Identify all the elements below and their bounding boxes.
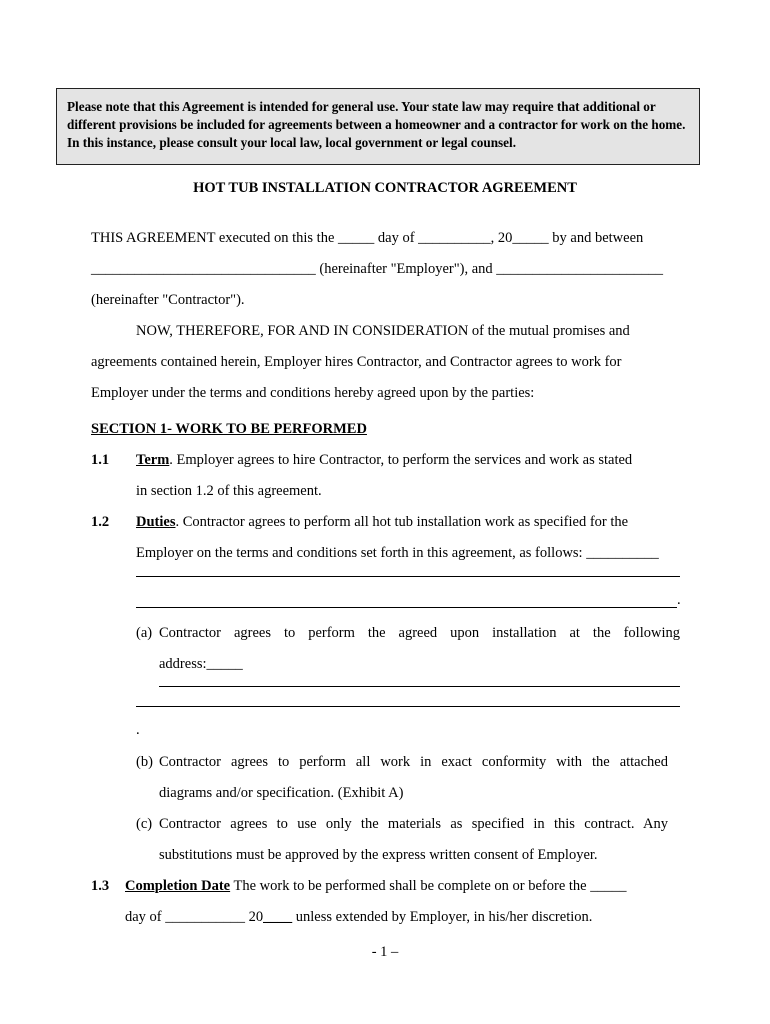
section-1-3-number: 1.3 bbox=[91, 878, 110, 894]
section-1-3-line-1 bbox=[125, 878, 626, 895]
completion-date-post: unless extended by Employer, in his/her discretion. bbox=[292, 909, 593, 925]
section-1-2-line-2: Employer on the terms and conditions set forth in this agreement, as follows: __________ bbox=[136, 545, 659, 561]
item-b-marker: (b) bbox=[136, 754, 153, 770]
document-title: HOT TUB INSTALLATION CONTRACTOR AGREEMENT bbox=[193, 180, 577, 196]
address-blank-line-1 bbox=[159, 686, 680, 687]
completion-date-label: Completion Date bbox=[125, 878, 231, 894]
intro-line-3: (hereinafter "Contractor"). bbox=[91, 292, 245, 308]
intro-line-1: THIS AGREEMENT executed on this the _____ day of __________, 20_____ by and between bbox=[91, 230, 644, 246]
duties-blank-line-2 bbox=[136, 607, 677, 608]
completion-year-blank: ____ bbox=[263, 909, 293, 925]
consideration-line-1: NOW, THEREFORE, FOR AND IN CONSIDERATION of the mutual promises and bbox=[136, 323, 630, 339]
term-label: Term bbox=[136, 452, 170, 468]
item-a-marker: (a) bbox=[136, 625, 153, 641]
consideration-line-3: Employer under the terms and conditions hereby agreed upon by the parties: bbox=[91, 385, 535, 401]
section-1-1-line-1 bbox=[136, 452, 632, 469]
item-c-marker: (c) bbox=[136, 816, 153, 832]
section-1-2-line-1 bbox=[136, 514, 628, 531]
item-b-line-1: Contractor agrees to perform all work in exact conformity with the attached bbox=[159, 754, 668, 770]
item-b-line-2: diagrams and/or specification. (Exhibit A) bbox=[159, 785, 404, 801]
item-c-line-2: substitutions must be approved by the express written consent of Employer. bbox=[159, 847, 598, 863]
item-a-line-2: address:_____ bbox=[159, 656, 243, 672]
completion-date-text: The work to be performed shall be complete on or before the _____ bbox=[230, 878, 627, 894]
term-text: . Employer agrees to hire Contractor, to perform the services and work as stated bbox=[169, 452, 633, 468]
section-1-heading: SECTION 1- WORK TO BE PERFORMED bbox=[91, 421, 367, 437]
consideration-line-2: agreements contained herein, Employer hires Contractor, and Contractor agrees to work for bbox=[91, 354, 622, 370]
section-1-1-line-2: in section 1.2 of this agreement. bbox=[136, 483, 322, 499]
completion-date-pre: day of ___________ 20 bbox=[125, 909, 264, 925]
item-a-line-1: Contractor agrees to perform the agreed upon installation at the following bbox=[159, 625, 680, 641]
duties-period: . bbox=[677, 592, 681, 608]
address-dot: . bbox=[136, 722, 140, 738]
duties-blank-line-1 bbox=[136, 576, 680, 577]
general-use-notice: Please note that this Agreement is intended for general use. Your state law may require that additional or different provisions be included for agreements between a homeowner and a contractor for work on the home. In this instance, please consult your local law, local government or legal counsel. bbox=[56, 88, 700, 165]
page-number: - 1 – bbox=[371, 944, 399, 960]
duties-label: Duties bbox=[136, 514, 176, 530]
address-blank-line-2 bbox=[136, 706, 680, 707]
section-1-3-line-2 bbox=[125, 909, 592, 926]
section-1-1-number: 1.1 bbox=[91, 452, 110, 468]
item-c-line-1: Contractor agrees to use only the materials as specified in this contract. Any bbox=[159, 816, 668, 832]
intro-line-2: _______________________________ (hereinafter "Employer"), and _______________________ bbox=[91, 261, 664, 277]
section-1-2-number: 1.2 bbox=[91, 514, 110, 530]
duties-text: . Contractor agrees to perform all hot tub installation work as specified for the bbox=[175, 514, 629, 530]
